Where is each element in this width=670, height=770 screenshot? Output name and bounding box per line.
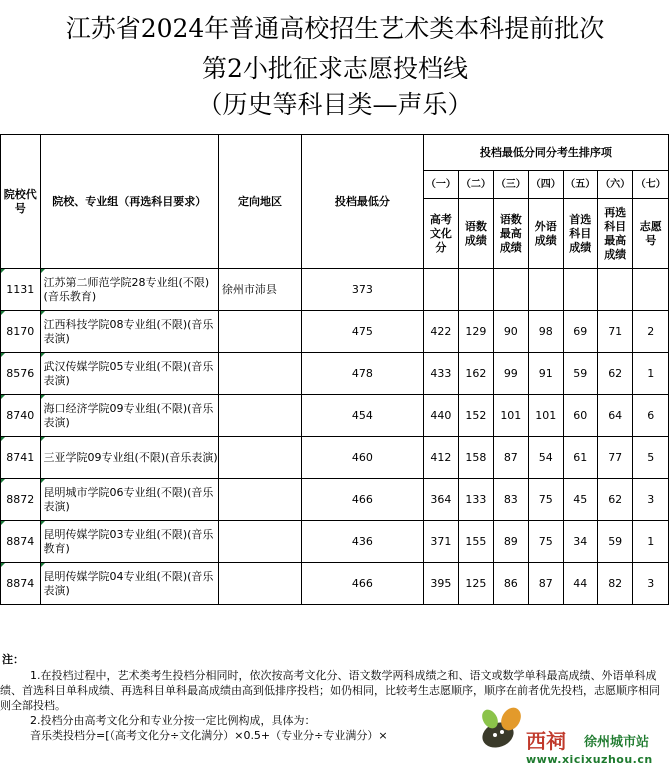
rank-value-cell: 5 bbox=[633, 437, 669, 479]
region-cell bbox=[218, 521, 301, 563]
min-score-cell: 478 bbox=[302, 353, 424, 395]
region-cell bbox=[218, 311, 301, 353]
header-school-code: 院校代号 bbox=[1, 135, 41, 269]
school-code-cell: 1131 bbox=[1, 269, 41, 311]
table-row bbox=[1, 395, 669, 437]
rank-value-cell: 82 bbox=[597, 563, 632, 605]
region-cell bbox=[218, 479, 301, 521]
rank-col-label: 高考文化分 bbox=[423, 199, 458, 269]
region-cell bbox=[218, 395, 301, 437]
rank-value-cell: 433 bbox=[423, 353, 458, 395]
note-1: 1.在投档过程中，艺术类考生投档分相同时，依次按高考文化分、语文数学两科成绩之和、语文或数学单科最高成绩、外语单科成绩、首选科目单科成绩、再选科目单科最高成绩由高到低排序投档；如仍相同，比较考生志愿顺序，顺序在前者优先投档，志愿顺序相同则全部投档。 bbox=[0, 669, 660, 712]
rank-value-cell: 155 bbox=[459, 521, 493, 563]
rank-value-cell: 83 bbox=[493, 479, 528, 521]
rank-value-cell: 45 bbox=[563, 479, 597, 521]
rank-value-cell: 91 bbox=[529, 353, 563, 395]
rank-value-cell: 125 bbox=[459, 563, 493, 605]
rank-value-cell: 440 bbox=[423, 395, 458, 437]
rank-value-cell: 87 bbox=[493, 437, 528, 479]
min-score-cell: 466 bbox=[302, 563, 424, 605]
rank-value-cell: 90 bbox=[493, 311, 528, 353]
min-score-cell: 454 bbox=[302, 395, 424, 437]
rank-col-label: 志愿号 bbox=[633, 199, 669, 269]
rank-value-cell: 1 bbox=[633, 353, 669, 395]
rank-col-number: （三） bbox=[493, 171, 528, 199]
table-row bbox=[1, 269, 669, 311]
rank-value-cell: 129 bbox=[459, 311, 493, 353]
rank-value-cell: 162 bbox=[459, 353, 493, 395]
region-cell bbox=[218, 563, 301, 605]
rank-value-cell: 6 bbox=[633, 395, 669, 437]
watermark-city: 徐州城市站 bbox=[584, 735, 650, 750]
rank-value-cell: 44 bbox=[563, 563, 597, 605]
rank-col-label: 语数成绩 bbox=[459, 199, 493, 269]
rank-col-number: （二） bbox=[459, 171, 493, 199]
admission-score-table bbox=[0, 134, 669, 605]
rank-value-cell bbox=[459, 269, 493, 311]
rank-value-cell: 2 bbox=[633, 311, 669, 353]
min-score-cell: 373 bbox=[302, 269, 424, 311]
note-3-formula: 音乐类投档分=[（高考文化分÷文化满分）×0.5+（专业分÷专业满分）× bbox=[30, 729, 388, 742]
school-group-cell: 海口经济学院09专业组(不限)(音乐表演) bbox=[40, 395, 218, 437]
rank-value-cell: 86 bbox=[493, 563, 528, 605]
watermark-url: www.xicixuzhou.cn bbox=[526, 753, 653, 766]
school-group-cell: 江西科技学院08专业组(不限)(音乐表演) bbox=[40, 311, 218, 353]
rank-value-cell: 422 bbox=[423, 311, 458, 353]
rank-value-cell bbox=[597, 269, 632, 311]
rank-value-cell: 71 bbox=[597, 311, 632, 353]
rank-value-cell bbox=[563, 269, 597, 311]
rank-value-cell: 60 bbox=[563, 395, 597, 437]
rank-value-cell: 62 bbox=[597, 479, 632, 521]
table-row bbox=[1, 353, 669, 395]
notes-label: 注： bbox=[2, 653, 24, 666]
school-code-cell: 8874 bbox=[1, 521, 41, 563]
rank-value-cell: 158 bbox=[459, 437, 493, 479]
rank-value-cell: 54 bbox=[529, 437, 563, 479]
rank-col-label: 外语成绩 bbox=[529, 199, 563, 269]
min-score-cell: 436 bbox=[302, 521, 424, 563]
rank-value-cell bbox=[493, 269, 528, 311]
school-group-cell: 昆明传媒学院03专业组(不限)(音乐教育) bbox=[40, 521, 218, 563]
min-score-cell: 460 bbox=[302, 437, 424, 479]
rank-value-cell bbox=[529, 269, 563, 311]
rank-col-number: （四） bbox=[529, 171, 563, 199]
rank-value-cell: 75 bbox=[529, 521, 563, 563]
rank-value-cell: 364 bbox=[423, 479, 458, 521]
rank-value-cell: 77 bbox=[597, 437, 632, 479]
rank-value-cell: 69 bbox=[563, 311, 597, 353]
header-school-group: 院校、专业组（再选科目要求） bbox=[40, 135, 218, 269]
rank-col-number: （六） bbox=[597, 171, 632, 199]
table-row bbox=[1, 521, 669, 563]
rank-value-cell: 89 bbox=[493, 521, 528, 563]
title-line-1: 江苏省2024年普通高校招生艺术类本科提前批次 bbox=[65, 14, 605, 43]
rank-value-cell: 101 bbox=[529, 395, 563, 437]
rank-value-cell: 75 bbox=[529, 479, 563, 521]
document-title bbox=[0, 0, 670, 134]
rank-value-cell: 371 bbox=[423, 521, 458, 563]
rank-value-cell: 1 bbox=[633, 521, 669, 563]
school-code-cell: 8576 bbox=[1, 353, 41, 395]
rank-col-label: 再选科目最高成绩 bbox=[597, 199, 632, 269]
rank-value-cell: 59 bbox=[597, 521, 632, 563]
watermark-brand: 西祠 bbox=[526, 729, 566, 753]
min-score-cell: 475 bbox=[302, 311, 424, 353]
title-line-3: （历史等科目类—声乐） bbox=[197, 90, 473, 119]
min-score-cell: 466 bbox=[302, 479, 424, 521]
rank-value-cell: 395 bbox=[423, 563, 458, 605]
rank-value-cell: 152 bbox=[459, 395, 493, 437]
rank-value-cell: 412 bbox=[423, 437, 458, 479]
region-cell bbox=[218, 437, 301, 479]
school-code-cell: 8874 bbox=[1, 563, 41, 605]
rank-value-cell: 61 bbox=[563, 437, 597, 479]
title-line-2: 第2小批征求志愿投档线 bbox=[202, 54, 468, 83]
school-group-cell: 昆明城市学院06专业组(不限)(音乐表演) bbox=[40, 479, 218, 521]
header-rank-items: 投档最低分同分考生排序项 bbox=[423, 135, 668, 171]
header-min-score: 投档最低分 bbox=[302, 135, 424, 269]
rank-value-cell: 3 bbox=[633, 563, 669, 605]
rank-value-cell: 133 bbox=[459, 479, 493, 521]
school-group-cell: 昆明传媒学院04专业组(不限)(音乐表演) bbox=[40, 563, 218, 605]
school-code-cell: 8741 bbox=[1, 437, 41, 479]
rank-value-cell: 3 bbox=[633, 479, 669, 521]
rank-value-cell: 62 bbox=[597, 353, 632, 395]
rank-value-cell bbox=[423, 269, 458, 311]
rank-value-cell: 59 bbox=[563, 353, 597, 395]
rank-value-cell: 64 bbox=[597, 395, 632, 437]
table-row bbox=[1, 479, 669, 521]
table-row bbox=[1, 563, 669, 605]
region-cell bbox=[218, 353, 301, 395]
rank-col-label: 语数最高成绩 bbox=[493, 199, 528, 269]
school-code-cell: 8872 bbox=[1, 479, 41, 521]
rank-col-number: （一） bbox=[423, 171, 458, 199]
rank-value-cell: 99 bbox=[493, 353, 528, 395]
table-row bbox=[1, 311, 669, 353]
rank-col-number: （五） bbox=[563, 171, 597, 199]
table-row bbox=[1, 437, 669, 479]
rank-value-cell: 101 bbox=[493, 395, 528, 437]
note-2: 2.投档分由高考文化分和专业分按一定比例构成，具体为： bbox=[30, 714, 316, 727]
rank-col-number: （七） bbox=[633, 171, 669, 199]
school-group-cell: 武汉传媒学院05专业组(不限)(音乐表演) bbox=[40, 353, 218, 395]
rank-value-cell: 98 bbox=[529, 311, 563, 353]
rank-value-cell bbox=[633, 269, 669, 311]
sprout-leaf-icon bbox=[478, 705, 524, 755]
header-region: 定向地区 bbox=[218, 135, 301, 269]
school-group-cell: 三亚学院09专业组(不限)(音乐表演) bbox=[40, 437, 218, 479]
watermark bbox=[478, 705, 670, 770]
school-group-cell: 江苏第二师范学院28专业组(不限)(音乐教育) bbox=[40, 269, 218, 311]
region-cell: 徐州市沛县 bbox=[218, 269, 301, 311]
school-code-cell: 8740 bbox=[1, 395, 41, 437]
rank-value-cell: 87 bbox=[529, 563, 563, 605]
rank-col-label: 首选科目成绩 bbox=[563, 199, 597, 269]
school-code-cell: 8170 bbox=[1, 311, 41, 353]
rank-value-cell: 34 bbox=[563, 521, 597, 563]
